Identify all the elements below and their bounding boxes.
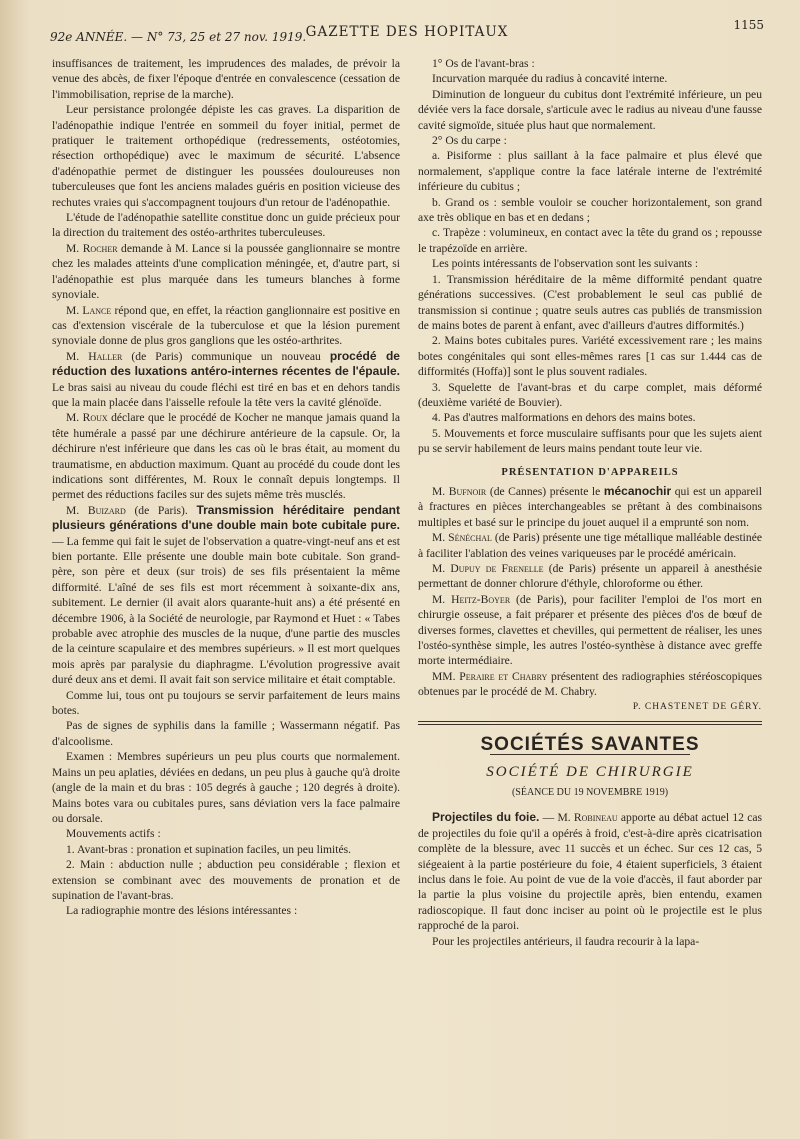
paragraph-text: répond que, en effet, la réaction ganglionnaire est positive en cas d'extension viscérale de la tuberculose et que la lésion purement synoviale donne de plus gros ganglions que les ostéo-arthrites. xyxy=(52,303,401,348)
paragraph: 2° Os du carpe : xyxy=(432,134,507,148)
paragraph-text: (de Paris) présente un appareil à anesthésie permettant de donner chlorure d'éthyle, chloroforme ou éther. xyxy=(418,562,763,591)
paragraph: Les points intéressants de l'observation sont les suivants : xyxy=(432,257,699,271)
paragraph-dupuy xyxy=(418,561,762,592)
speaker-name: M. Haller xyxy=(66,349,123,363)
paragraph: Leur persistance prolongée dépiste les cas graves. La disparition de l'adénopathie indique l'entrée en sommeil du foyer initial, permet de pratiquer le traitement orthopédique (redressements, ostéotomies, résection orthopédique) avec le maximum de sécurité. L'absence d'adénopathie permet de distinguer les poussées douloureuses non tuberculeuses que font les anciens malades guéris en position vicieuse des rechutes vraies qui s'accompagnent toujours d'un retour de l'adénopathie. xyxy=(52,103,400,209)
paragraph-text: (de Paris) communique un nouveau xyxy=(131,349,321,363)
paragraph: Examen : Membres supérieurs un peu plus courts que normalement. Mains un peu aplaties, déviées en dedans, un peu plus à gauche qu'à droite (angle de la main et du bras : 105 degrés à gauche ; 120 degrés à droite). Mains botes vara ou cubitales pures, sans déviation vers la face palmaire ou dorsale. xyxy=(52,750,400,825)
society-title: SOCIÉTÉ DE CHIRURGIE xyxy=(486,764,694,781)
speaker-name: MM. Peraire et Chabry xyxy=(432,669,548,683)
section-title: SOCIÉTÉS SAVANTES xyxy=(480,734,700,756)
page-number: 1155 xyxy=(733,18,764,32)
paragraph-text: présentent des radiographies stéréoscopiques obtenues par le procédé de M. Chabry. xyxy=(418,669,762,699)
paragraph-rocher xyxy=(52,241,400,303)
session-date: (SÉANCE DU 19 NOVEMBRE 1919) xyxy=(511,786,669,798)
paragraph-text: (de Paris). xyxy=(134,503,188,517)
topic-heading: procédé de réduction des luxations antéro-internes récentes de l'épaule. xyxy=(52,348,400,379)
topic-heading: Transmission héréditaire pendant plusieurs générations d'une double main bote cubitale pure. xyxy=(52,502,400,533)
paragraph-robineau: Projectiles du foie. — M. Robineau apporte au débat actuel 12 cas de projectiles du foie qu'il a opérés à froid, c'est-à-dire après cicatrisation complète de la blessure, avec 11 succès et un échec. Sur ces 12 cas, 5 siégeaient à la partie postérieure du foie, 4 étaient superficiels, 3 étaient inclus dans le foie. Au point de vue de la voie d'accès, il faut aborder par la partie la plus voisine du projectile après, bien entendu, examen radioscopique. Il faut donc inciser au point où le projectile est le plus rapproché de la paroi. xyxy=(418,810,762,933)
left-column xyxy=(52,56,400,919)
speaker-name: M. Robineau xyxy=(557,811,618,825)
paragraph-haller xyxy=(52,349,400,411)
section-heading: PRÉSENTATION D'APPAREILS xyxy=(501,466,679,478)
list-item: 2. Mains botes cubitales pures. Variété excessivement rare ; les mains botes congénitales qui sont elles-mêmes rares [1 cas sur 1.444 cas de difformités (Hoffa)] sont le plus souvent radiales. xyxy=(418,334,762,379)
author-signature: P. CHASTENET DE GÉRY. xyxy=(632,701,762,712)
speaker-name: M. Sénéchal xyxy=(432,531,492,545)
journal-title: GAZETTE DES HOPITAUX xyxy=(305,24,509,40)
paragraph-text: (de Paris) présente une tige métallique malléable destinée à faciliter l'ablation des veines variqueuses par le procédé américain. xyxy=(418,531,762,560)
paragraph-text: qui est un appareil à fractures en pièces interchangeables se prêtant à des combinaisons multiples et basé sur le principe du jouet auquel il a emprunté son nom. xyxy=(418,484,762,529)
list-item: a. Pisiforme : plus saillant à la face palmaire et plus élevé que normalement, s'applique contre la face latérale interne de l'extrémité inférieure du cubitus ; xyxy=(418,149,762,194)
paragraph-senechal xyxy=(418,530,762,561)
paragraph-bufnoir xyxy=(418,484,762,530)
topic-heading: mécanochir xyxy=(603,483,672,498)
paragraph: Pour les projectiles antérieurs, il faudra recourir à la lapa- xyxy=(432,934,700,948)
paragraph-text: apporte au débat actuel 12 cas de projectiles du foie qu'il a opérés à froid, c'est-à-dire après cicatrisation complète de la blessure, avec 11 succès et un échec. Sur ces 12 cas, 5 siégeaient à la partie postérieure du foie, 4 étaient superficiels, 3 étaient inclus dans le foie. Au point de vue de la voie d'accès, il faut aborder par la partie la plus voisine du projectile après, bien entendu, examen radioscopique. Il faut donc inciser au point où le projectile est le plus rapproché de la paroi. xyxy=(418,811,762,933)
paragraph-text: Le bras saisi au niveau du coude fléchi est tiré en bas et en dehors tandis que la main placée dans l'aisselle refoule la tête vers la cavité glénoïde. xyxy=(52,380,400,409)
speaker-name: M. Heitz-Boyer xyxy=(432,592,511,606)
list-item: 1. Avant-bras : pronation et supination faciles, un peu limités. xyxy=(66,842,352,856)
paragraph-lance xyxy=(52,303,400,349)
list-item: b. Grand os : semble vouloir se coucher horizontalement, son grand axe très oblique en bas et en dedans ; xyxy=(418,195,762,225)
paragraph-text: — La femme qui fait le sujet de l'observation a quatre-vingt-neuf ans et est bien portante. Elle présente une double main bote cubitale. Son grand-père, son père et deux (sur trois) de ses fils présentaient la même difformité. L'aîné de ses fils est mort récemment à soixante-dix ans, subitement. Le dernier (il avait alors quarante-huit ans) a été présenté en décembre 1906, à la Société de neurologie, par Raymond et Huet : « Tabes probable avec atrophie des muscles de la nuque, d'une partie des muscles de la ceinture scapulaire et des membres supérieurs. » Il est mort quelques mois après par paralysie du diaphragme. L'évolution progressive avait duré deux ans et demi. Il avait fait son service militaire et était comptable. xyxy=(52,534,400,687)
speaker-name: M. Buizard xyxy=(66,503,126,517)
list-item: 5. Mouvements et force musculaire suffisants pour que les sujets aient pu se servir habilement de leurs mains pendant toute leur vie. xyxy=(418,426,762,456)
double-rule xyxy=(418,721,762,725)
list-item: c. Trapèze : volumineux, en contact avec la tête du grand os ; repousse le trapézoïde en arrière. xyxy=(418,226,762,255)
paragraph: Incurvation marquée du radius à concavité interne. xyxy=(432,72,668,86)
paragraph: Pas de signes de syphilis dans la famille ; Wassermann négatif. Pas d'alcoolisme. xyxy=(52,719,400,748)
speaker-name: M. Bufnoir xyxy=(432,484,487,498)
paragraph: Diminution de longueur du cubitus dont l'extrémité inférieure, un peu déviée vers la face dorsale, s'articule avec le radius au niveau d'une fausse cavité sigmoïde, située plus haut que normalement. xyxy=(418,87,762,132)
paragraph: L'étude de l'adénopathie satellite constitue donc un guide précieux pour la direction du traitement des ostéo-arthrites tuberculeuses. xyxy=(52,211,400,240)
list-item: 1. Transmission héréditaire de la même difformité pendant quatre générations successives. (C'est probablement le seul cas publié de transmission si continue ; quatre seuls autres cas publiés de transmission de mains botes de parent à enfant, avec d'ailleurs d'autres difformités.) xyxy=(418,272,762,332)
paragraph-text: déclare que le procédé de Kocher ne manque jamais quand la tête humérale a passé par une déchirure antérieure de la capsule. Or, la déchirure n'est inférieure que dans les cas où le bras était, au moment du traumatisme, en abduction maximum. Quant au procédé du coude dont les indications sont différentes, M. Roux le connaît depuis longtemps. Il permet des réductions faciles sur des sujets même très musclés. xyxy=(52,411,400,502)
paragraph: insuffisances de traitement, les imprudences des malades, de prévoir la venue des abcès, de fixer l'époque d'entrée en convalescence (cessation de l'immobilisation, reprise de la marche). xyxy=(52,57,400,101)
page-header xyxy=(50,18,764,48)
paragraph-text: (de Paris), pour faciliter l'emploi de l'os mort en chirurgie osseuse, a fait préparer et présente des pièces d'os de bœuf de diverses formes, clavettes et chevilles, qui permettent de réaliser, les unes l'ostéo-synthèse simple, les autres l'ostéo-synthèse à distance avec greffe morte intermédiaire. xyxy=(418,592,762,668)
paragraph: Mouvements actifs : xyxy=(66,827,161,841)
list-item: 3. Squelette de l'avant-bras et du carpe complet, mais déformé (deuxième variété de Bouvier). xyxy=(418,380,762,409)
paragraph-heitz xyxy=(418,592,762,669)
paragraph-roux xyxy=(52,410,400,502)
issue-info: 92e ANNÉE. — N° 73, 25 et 27 nov. 1919. xyxy=(50,30,307,44)
topic-heading: Projectiles du foie. xyxy=(432,810,540,825)
list-item: 2. Main : abduction nulle ; abduction peu considérable ; flexion et extension se combinant avec des mouvements de pronation et de supination de l'avant-bras. xyxy=(52,858,400,902)
paragraph-buizard xyxy=(52,503,400,688)
speaker-name: M. Lance xyxy=(66,303,112,317)
paragraph: 1° Os de l'avant-bras : xyxy=(432,57,535,70)
paragraph-text: demande à M. Lance si la poussée ganglionnaire se montre chez les malades atteints d'une complication méningée, et, d'autre part, si l'adénopathie est plus marquée dans les tumeurs blanches à forme synoviale. xyxy=(52,241,400,302)
paragraph: Comme lui, tous ont pu toujours se servir parfaitement de leurs mains botes. xyxy=(52,688,400,718)
speaker-name: M. Rocher xyxy=(66,241,118,255)
list-item: 4. Pas d'autres malformations en dehors des mains botes. xyxy=(432,411,696,425)
speaker-name: M. Dupuy de Frenelle xyxy=(432,562,544,575)
right-column xyxy=(418,56,762,949)
paragraph-text: (de Cannes) présente le xyxy=(489,484,601,498)
paragraph-peraire xyxy=(418,669,762,700)
speaker-name: M. Roux xyxy=(66,411,108,425)
paragraph: La radiographie montre des lésions intéressantes : xyxy=(66,904,298,918)
